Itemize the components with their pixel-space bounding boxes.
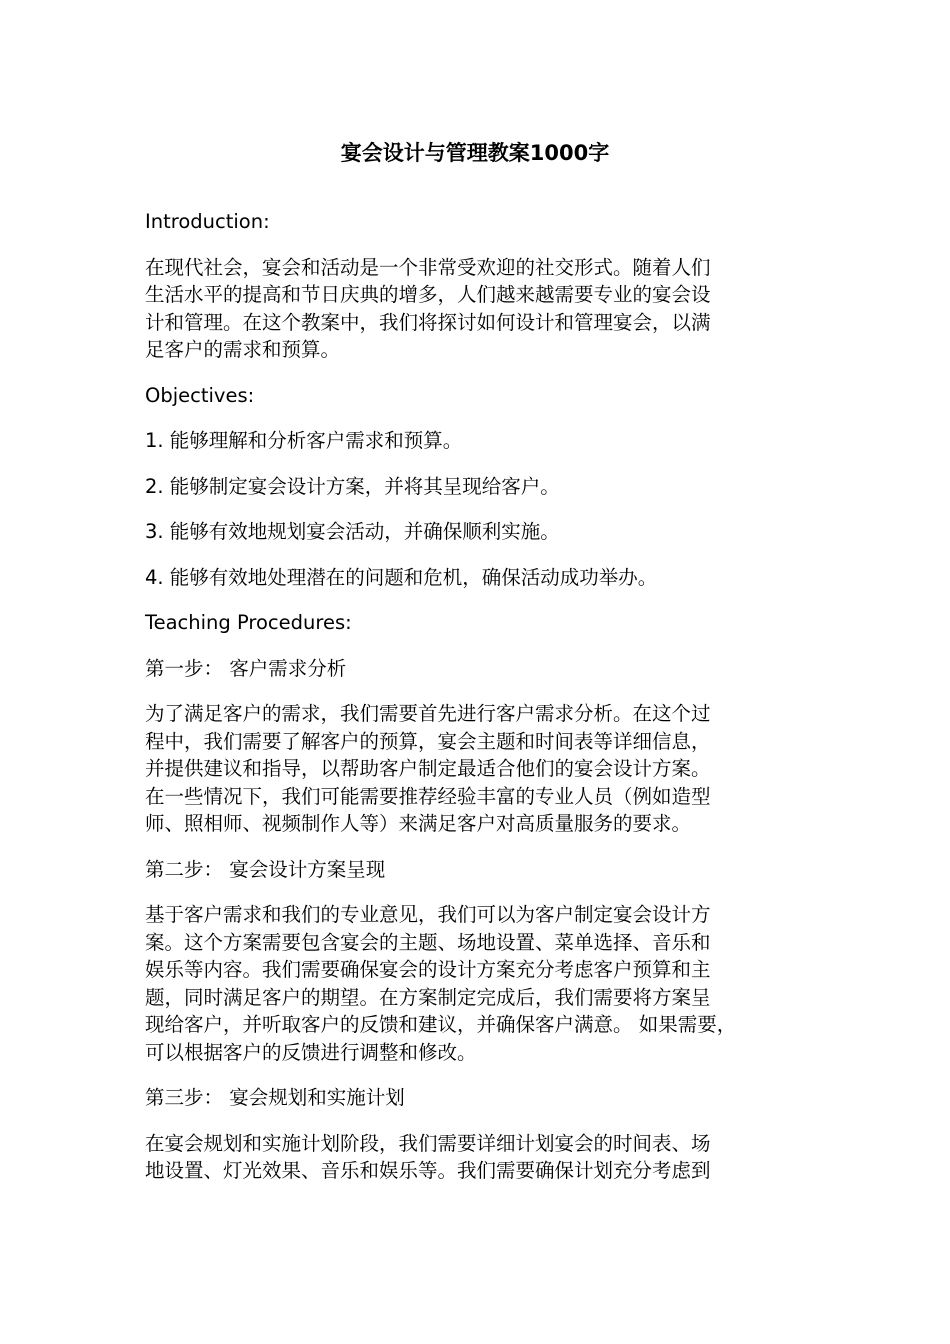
- step2-paragraph-line: 可以根据客户的反馈进行调整和修改。: [145, 1040, 477, 1064]
- objective-item: 1. 能够理解和分析客户需求和预算。: [145, 429, 463, 452]
- step2-paragraph-line: 题，同时满足客户的期望。在方案制定完成后，我们需要将方案呈: [145, 985, 711, 1009]
- step1-paragraph: [145, 700, 825, 838]
- step2-heading: 第二步： 宴会设计方案呈现: [145, 857, 386, 881]
- objective-item: 2. 能够制定宴会设计方案，并将其呈现给客户。: [145, 474, 560, 498]
- step3-paragraph-line: 在宴会规划和实施计划阶段，我们需要详细计划宴会的时间表、场: [145, 1131, 711, 1155]
- intro-heading: Introduction:: [145, 210, 270, 233]
- step1-paragraph-line: 并提供建议和指导，以帮助客户制定最适合他们的宴会设计方案。: [145, 757, 711, 780]
- intro-paragraph-line: 计和管理。在这个教案中，我们将探讨如何设计和管理宴会，以满: [145, 310, 711, 334]
- step1-paragraph-line: 为了满足客户的需求，我们需要首先进行客户需求分析。在这个过: [145, 702, 711, 725]
- intro-paragraph-line: 足客户的需求和预算。: [145, 338, 341, 361]
- step2-paragraph-line: 娱乐等内容。我们需要确保宴会的设计方案充分考虑客户预算和主: [145, 958, 711, 981]
- document-body: [145, 208, 825, 1203]
- step3-paragraph-line: 地设置、灯光效果、音乐和娱乐等。我们需要确保计划充分考虑到: [145, 1159, 711, 1182]
- procedures-heading: Teaching Procedures:: [145, 611, 352, 634]
- step1-heading: 第一步： 客户需求分析: [145, 656, 347, 680]
- intro-paragraph: [145, 254, 825, 364]
- step3-paragraph: [145, 1130, 825, 1185]
- objective-item: 3. 能够有效地规划宴会活动，并确保顺利实施。: [145, 520, 560, 543]
- step3-heading: 第三步： 宴会规划和实施计划: [145, 1086, 405, 1109]
- step2-paragraph-line: 案。这个方案需要包含宴会的主题、场地设置、菜单选择、音乐和: [145, 930, 711, 954]
- objectives-heading: Objectives:: [145, 383, 255, 407]
- intro-paragraph-line: 生活水平的提高和节日庆典的增多，人们越来越需要专业的宴会设: [145, 283, 711, 306]
- step2-paragraph-line: 现给客户，并听取客户的反馈和建议，并确保客户满意。 如果需要，: [145, 1013, 737, 1036]
- step1-paragraph-line: 程中，我们需要了解客户的预算，宴会主题和时间表等详细信息，: [145, 729, 711, 753]
- step2-paragraph: [145, 901, 825, 1066]
- page-title: 宴会设计与管理教案1000字: [340, 141, 610, 165]
- step1-paragraph-line: 在一些情况下，我们可能需要推荐经验丰富的专业人员（例如造型: [145, 784, 711, 808]
- step2-paragraph-line: 基于客户需求和我们的专业意见，我们可以为客户制定宴会设计方: [145, 903, 711, 926]
- intro-paragraph-line: 在现代社会，宴会和活动是一个非常受欢迎的社交形式。随着人们: [145, 255, 711, 279]
- objective-item: 4. 能够有效地处理潜在的问题和危机，确保活动成功举办。: [145, 565, 658, 589]
- step1-paragraph-line: 师、照相师、视频制作人等）来满足客户对高质量服务的要求。: [145, 812, 692, 835]
